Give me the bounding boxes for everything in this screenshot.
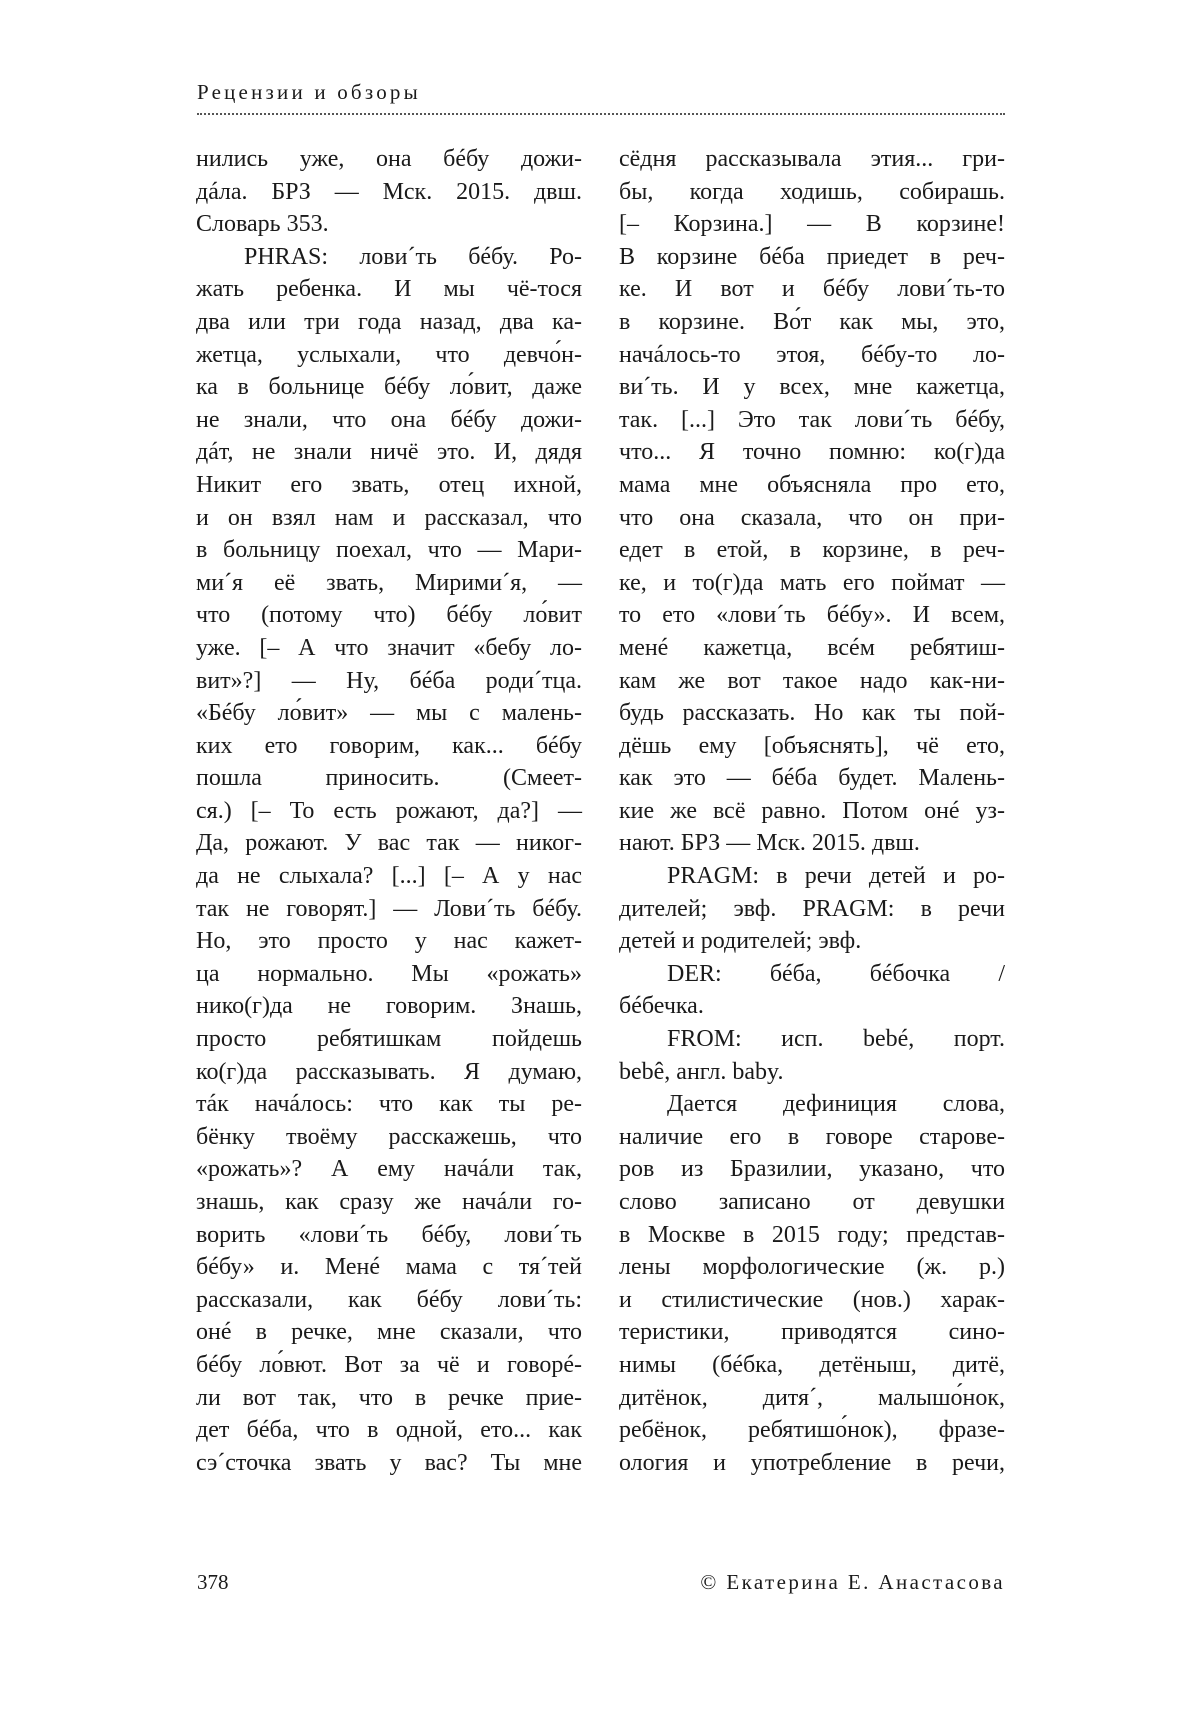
text-line: нико(г)да не говорим. Знашь, (196, 990, 582, 1023)
text-line: ми´я её звать, Мирими´я, — (196, 567, 582, 600)
text-line: бéбечка. (619, 990, 1005, 1023)
text-line: жать ребенка. И мы чё-тося (196, 273, 582, 306)
text-line: так. [...] Это так лови´ть бéбу, (619, 404, 1005, 437)
text-line: тáк начáлось: что как ты ре- (196, 1088, 582, 1121)
text-line: детей и родителей; эвф. (619, 925, 1005, 958)
text-line: лены морфологические (ж. р.) (619, 1251, 1005, 1284)
header-dotted-rule (197, 113, 1005, 115)
text-line: жетца, услыхали, что девчо́н- (196, 339, 582, 372)
text-line: едет в етой, в корзине, в реч- (619, 534, 1005, 567)
text-line: сэ´сточка звать у вас? Ты мне (196, 1447, 582, 1480)
text-line: уже. [– А что значит «бебу ло- (196, 632, 582, 665)
text-line: Да, рожают. У вас так — никог- (196, 827, 582, 860)
text-line: онé в речке, мне сказали, что (196, 1316, 582, 1349)
text-line: что... Я точно помню: ко(г)да (619, 436, 1005, 469)
text-line: ца нормально. Мы «рожать» (196, 958, 582, 991)
text-line: FROM: исп. bebé, порт. (619, 1023, 1005, 1056)
text-line: что (потому что) бéбу ло́вит (196, 599, 582, 632)
text-line: ви´ть. И у всех, мне кажетца, (619, 371, 1005, 404)
running-head-title: Рецензии и обзоры (197, 80, 421, 105)
text-line: менé кажетца, всéм ребятиш- (619, 632, 1005, 665)
text-line: Но, это просто у нас кажет- (196, 925, 582, 958)
text-line: слово записано от девушки (619, 1186, 1005, 1219)
text-line: нились уже, она бéбу дожи- (196, 143, 582, 176)
text-line: в Москве в 2015 году; представ- (619, 1219, 1005, 1252)
text-line: «рожать»? А ему начáли так, (196, 1153, 582, 1186)
text-line: и стилистические (нов.) харак- (619, 1284, 1005, 1317)
text-line: Словарь 353. (196, 208, 582, 241)
text-line: не знали, что она бéбу дожи- (196, 404, 582, 437)
text-column-left (196, 143, 582, 1479)
text-line: два или три года назад, два ка- (196, 306, 582, 339)
text-line: теристики, приводятся сино- (619, 1316, 1005, 1349)
text-line: как это — бéба будет. Малень- (619, 762, 1005, 795)
text-line: в корзине. Во́т как мы, это, (619, 306, 1005, 339)
text-line: мама мне объясняла про ето, (619, 469, 1005, 502)
text-line: нимы (бéбка, детёныш, дитё, (619, 1349, 1005, 1382)
text-line: да не слыхала? [...] [– А у нас (196, 860, 582, 893)
text-line: ся.) [– То есть рожают, да?] — (196, 795, 582, 828)
text-line: то ето «лови´ть бéбу». И всем, (619, 599, 1005, 632)
text-line: наличие его в говоре старове- (619, 1121, 1005, 1154)
text-line: знашь, как сразу же начáли го- (196, 1186, 582, 1219)
text-line: что она сказала, что он при- (619, 502, 1005, 535)
text-line: [– Корзина.] — В корзине! (619, 208, 1005, 241)
page-number: 378 (197, 1570, 229, 1595)
text-line: в больницу поехал, что — Мари- (196, 534, 582, 567)
text-line: «Бéбу ло́вит» — мы с малень- (196, 697, 582, 730)
text-line: ребёнок, ребятишо́нок), фразе- (619, 1414, 1005, 1447)
text-line: начáлось-то этоя, бéбу-то ло- (619, 339, 1005, 372)
text-line: дет бéба, что в одной, ето... как (196, 1414, 582, 1447)
text-line: бёнку твоёму расскажешь, что (196, 1121, 582, 1154)
text-line: бéбу ло́вют. Вот за чё и говорé- (196, 1349, 582, 1382)
text-line: так не говорят.] — Лови´ть бéбу. (196, 893, 582, 926)
text-line: вит»?] — Ну, бéба роди´тца. (196, 665, 582, 698)
text-line: будь рассказать. Но как ты пой- (619, 697, 1005, 730)
text-line: дáт, не знали ничё это. И, дядя (196, 436, 582, 469)
text-line: PRAGM: в речи детей и ро- (619, 860, 1005, 893)
text-line: кам же вот такое надо как-ни- (619, 665, 1005, 698)
text-line: ке, и то(г)да мать его поймат — (619, 567, 1005, 600)
text-line: пошла приносить. (Смеет- (196, 762, 582, 795)
text-line: дитёнок, дитя´, малышо́нок, (619, 1382, 1005, 1415)
text-line: рассказали, как бéбу лови´ть: (196, 1284, 582, 1317)
text-line: Дается дефиниция слова, (619, 1088, 1005, 1121)
text-column-right (619, 143, 1005, 1479)
copyright-notice: © Екатерина Е. Анастасова (700, 1570, 1005, 1595)
text-line: ке. И вот и бéбу лови´ть-то (619, 273, 1005, 306)
text-line: и он взял нам и рассказал, что (196, 502, 582, 535)
text-line: ли вот так, что в речке прие- (196, 1382, 582, 1415)
text-line: кие же всё равно. Потом онé уз- (619, 795, 1005, 828)
text-line: ка в больнице бéбу ло́вит, даже (196, 371, 582, 404)
text-line: ворить «лови´ть бéбу, лови´ть (196, 1219, 582, 1252)
text-line: ких ето говорим, как... бéбу (196, 730, 582, 763)
text-line: бы, когда ходишь, собирашь. (619, 176, 1005, 209)
text-line: дителей; эвф. PRAGM: в речи (619, 893, 1005, 926)
text-line: просто ребятишкам пойдешь (196, 1023, 582, 1056)
text-line: дáла. БРЗ — Мск. 2015. двш. (196, 176, 582, 209)
text-line: бéбу» и. Менé мама с тя´тей (196, 1251, 582, 1284)
text-line: DER: бéба, бéбочка / (619, 958, 1005, 991)
text-line: bebê, англ. baby. (619, 1056, 1005, 1089)
text-line: сёдня рассказывала этия... гри- (619, 143, 1005, 176)
text-line: нают. БРЗ — Мск. 2015. двш. (619, 827, 1005, 860)
text-line: PHRAS: лови´ть бéбу. Ро- (196, 241, 582, 274)
text-line: Никит его звать, отец ихной, (196, 469, 582, 502)
text-line: дёшь ему [объяснять], чё ето, (619, 730, 1005, 763)
text-line: ология и употребление в речи, (619, 1447, 1005, 1480)
text-line: В корзине бéба приедет в реч- (619, 241, 1005, 274)
text-line: ко(г)да рассказывать. Я думаю, (196, 1056, 582, 1089)
text-line: ров из Бразилии, указано, что (619, 1153, 1005, 1186)
